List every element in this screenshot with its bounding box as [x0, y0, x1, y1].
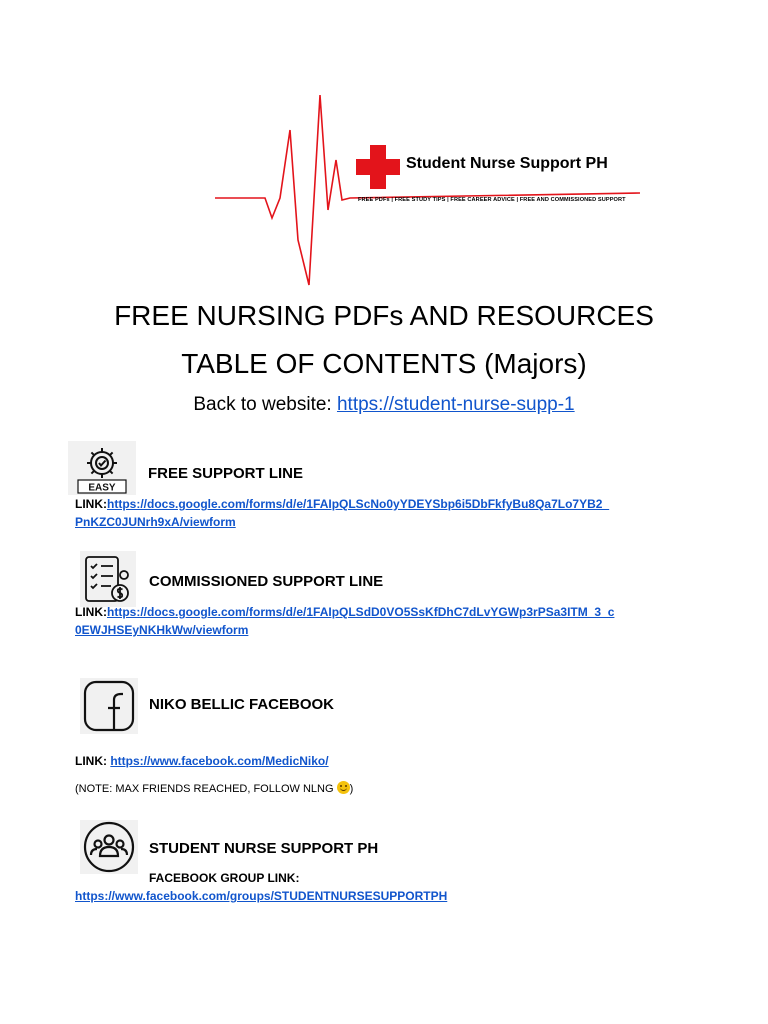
- free-support-link: [75, 495, 609, 531]
- commissioned-support-url-part2[interactable]: 0EWJHSEyNKHkWw/viewform: [75, 623, 249, 637]
- commissioned-support-title: COMMISSIONED SUPPORT LINE: [149, 573, 384, 590]
- max-friends-note: [75, 781, 353, 795]
- link-label: FACEBOOK GROUP LINK:: [149, 871, 300, 885]
- ecg-line-graphic: [210, 90, 650, 290]
- back-to-website: [0, 394, 768, 416]
- checklist-dollar-icon: [80, 551, 136, 607]
- niko-bellic-url[interactable]: https://www.facebook.com/MedicNiko/: [110, 754, 329, 768]
- red-cross-icon: [356, 145, 400, 189]
- commissioned-support-url-part1[interactable]: https://docs.google.com/forms/d/e/1FAIpQLSdD0VO5SsKfDhC7dLvYGWp3rPSa3ITM_3_c: [107, 605, 615, 619]
- link-label: LINK:: [75, 605, 107, 619]
- facebook-group-url[interactable]: https://www.facebook.com/groups/STUDENTNURSESUPPORTPH: [75, 889, 448, 903]
- student-nurse-support-title: STUDENT NURSE SUPPORT PH: [149, 840, 379, 857]
- link-label: LINK:: [75, 754, 111, 768]
- facebook-group-link: [75, 887, 447, 905]
- niko-bellic-link: [75, 752, 329, 770]
- free-support-url-part1[interactable]: https://docs.google.com/forms/d/e/1FAIpQLScNo0yYDEYSbp6i5DbFkfyBu8Qa7Lo7YB2_: [107, 497, 610, 511]
- free-support-title: FREE SUPPORT LINE: [148, 465, 304, 482]
- commissioned-support-link: [75, 603, 614, 639]
- logo-name: Student Nurse Support PH: [406, 155, 608, 172]
- facebook-group-label: [149, 869, 299, 887]
- easy-gear-icon: [68, 441, 136, 495]
- note-close: ): [349, 783, 354, 795]
- page-title: FREE NURSING PDFs AND RESOURCES: [114, 300, 654, 331]
- website-link[interactable]: https://student-nurse-supp-1: [336, 394, 575, 415]
- free-support-url-part2[interactable]: PnKZC0JUNrh9xA/viewform: [75, 515, 236, 529]
- brand-logo: [210, 90, 650, 290]
- link-label: LINK:: [75, 497, 107, 511]
- facebook-icon: [80, 678, 138, 734]
- page-subtitle: TABLE OF CONTENTS (Majors): [181, 348, 587, 379]
- logo-tagline: FREE PDFs | FREE STUDY TIPS | FREE CAREER ADVICE | FREE AND COMMISSIONED SUPPORT: [358, 197, 626, 203]
- back-label: Back to website:: [193, 394, 337, 415]
- easy-text: EASY: [88, 482, 116, 494]
- niko-bellic-title: NIKO BELLIC FACEBOOK: [149, 696, 335, 713]
- note-text: (NOTE: MAX FRIENDS REACHED, FOLLOW NLNG: [75, 783, 337, 795]
- smiley-emoji-icon: [337, 781, 350, 794]
- group-people-icon: [80, 820, 138, 874]
